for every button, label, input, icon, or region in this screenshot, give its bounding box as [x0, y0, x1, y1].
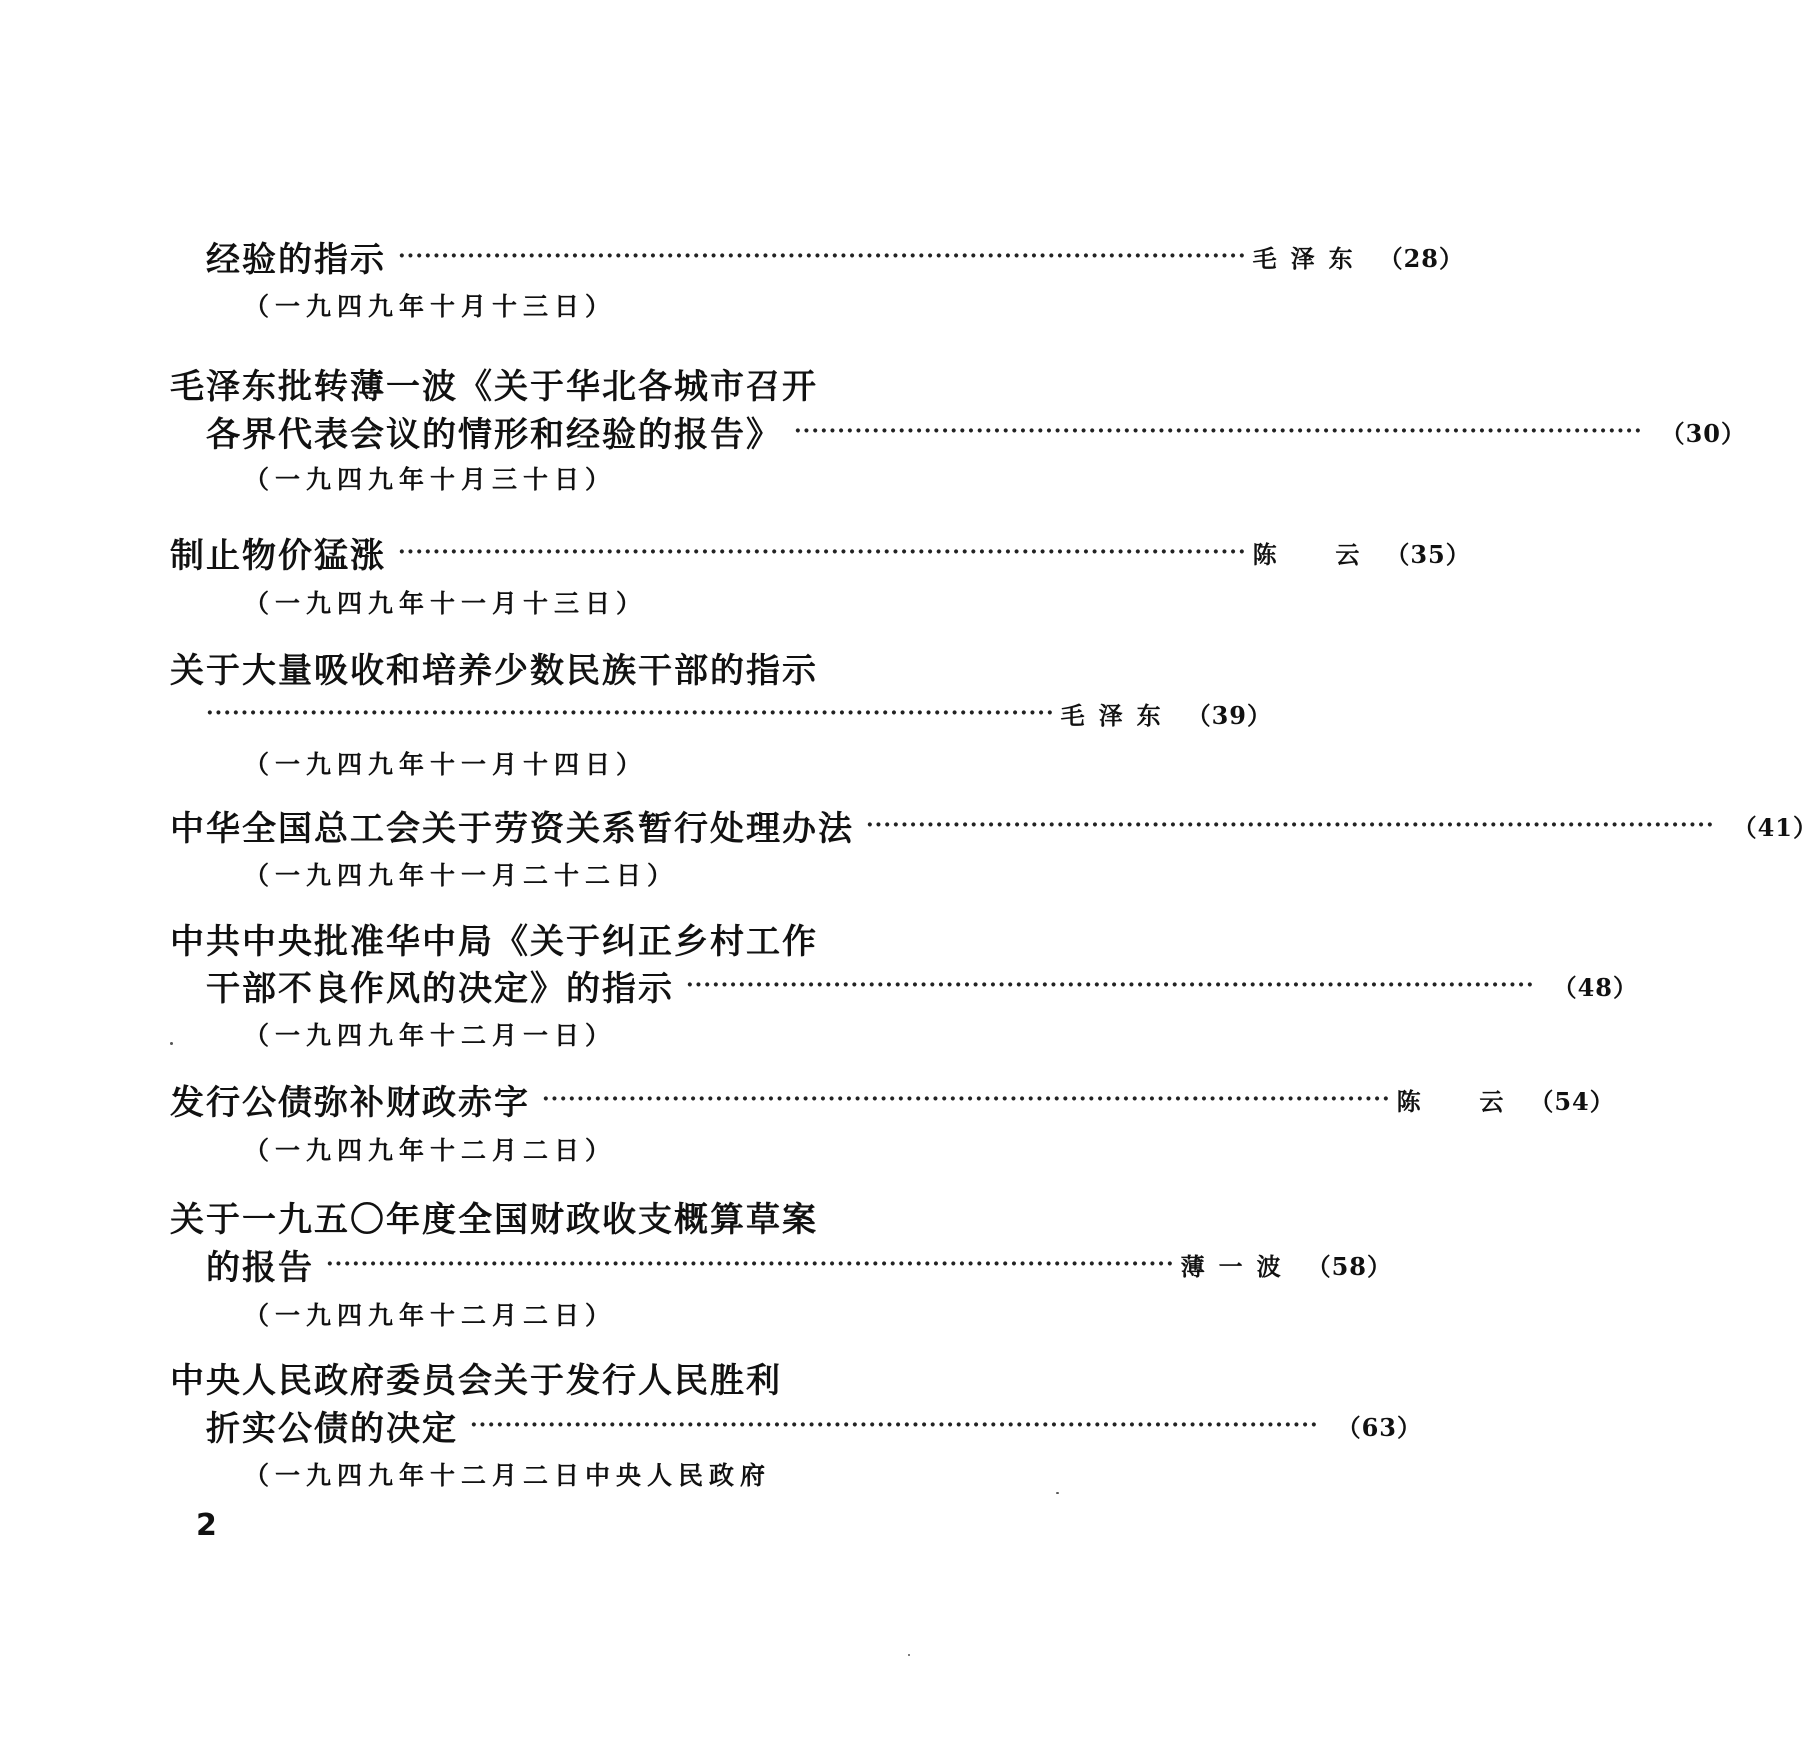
- toc-entry-author: 薄一波: [1180, 1251, 1295, 1281]
- toc-entry-title: 中华全国总工会关于劳资关系暂行处理办法: [170, 808, 854, 849]
- toc-entry-title-line: [170, 916, 818, 960]
- toc-entry-title-line: [170, 645, 818, 689]
- toc-entry-title-line: [206, 1242, 1393, 1288]
- toc-entry-date: （一九四九年十一月十三日）: [244, 589, 648, 618]
- toc-entry-page-ref: （35）: [1385, 539, 1471, 569]
- toc-entry-author: 毛泽东: [1060, 700, 1175, 730]
- toc-entry-title: 折实公债的决定: [206, 1408, 458, 1449]
- toc-entry-author: 毛泽东: [1252, 243, 1367, 273]
- dot-leader: ··································································································: [866, 812, 1715, 838]
- toc-entry-author: 陈 云: [1252, 539, 1374, 569]
- toc-entry-page-ref: （30）: [1660, 418, 1747, 448]
- dot-leader: ··································································································: [542, 1086, 1391, 1112]
- toc-entry-date: （一九四九年十一月二十二日）: [244, 861, 679, 890]
- toc-entry-title-line: [170, 361, 818, 405]
- toc-entry-title-line: [170, 1355, 782, 1399]
- toc-entry-date-line: [244, 283, 616, 327]
- dot-leader: ··································································································: [470, 1412, 1319, 1438]
- toc-entry-date: （一九四九年十一月十四日）: [244, 750, 648, 779]
- toc-entry-page-ref: （48）: [1552, 972, 1639, 1002]
- toc-entry-title: 中央人民政府委员会关于发行人民胜利: [170, 1360, 782, 1401]
- toc-entry-page-ref: （54）: [1529, 1086, 1615, 1116]
- toc-entry-date-line: [244, 852, 678, 896]
- toc-entry-title: 中共中央批准华中局《关于纠正乡村工作: [170, 921, 818, 962]
- toc-entry-date-line: [244, 1452, 771, 1496]
- toc-entry-title-line: [170, 803, 1818, 849]
- toc-entry-page-ref: （28）: [1378, 243, 1465, 273]
- toc-entry-title: 各界代表会议的情形和经验的报告》: [206, 414, 782, 455]
- toc-entry-date: （一九四九年十月三十日）: [244, 465, 617, 494]
- toc-entry-date: （一九四九年十二月二日中央人民政府: [244, 1461, 772, 1490]
- toc-entry-title-line: [170, 1194, 818, 1238]
- toc-entry-page-ref: （39）: [1186, 700, 1273, 730]
- dot-leader: ··································································································: [398, 539, 1247, 565]
- toc-entry-date: （一九四九年十月十三日）: [244, 292, 617, 321]
- toc-entry-date: （一九四九年十二月二日）: [244, 1136, 617, 1165]
- toc-entry-title: 的报告: [206, 1247, 314, 1288]
- toc-entry-date: （一九四九年十二月二日）: [244, 1301, 617, 1330]
- scan-speck: [908, 1654, 910, 1656]
- toc-entry-title: 关于大量吸收和培养少数民族干部的指示: [170, 650, 818, 691]
- dot-leader: ··································································································: [686, 972, 1535, 998]
- toc-entry-date-line: [244, 1127, 616, 1171]
- toc-entry-title-line: [170, 1077, 1615, 1123]
- toc-entry-title-line: [170, 530, 1471, 576]
- toc-entry-page-ref: （41）: [1732, 812, 1818, 842]
- scan-speck: [1056, 1492, 1059, 1494]
- toc-entry-page-ref: （58）: [1306, 1251, 1393, 1281]
- toc-entry-leader-line: [206, 691, 1273, 735]
- dot-leader: ··································································································: [326, 1251, 1175, 1277]
- dot-leader: ··································································································: [794, 418, 1643, 444]
- toc-entry-date-line: [244, 1292, 616, 1336]
- page-number: 2: [196, 1508, 217, 1543]
- toc-entry-date-line: [244, 1012, 616, 1056]
- toc-entry-title-line: [206, 409, 1747, 455]
- toc-entry-author: 陈 云: [1396, 1086, 1518, 1116]
- toc-entry-title: 发行公债弥补财政赤字: [170, 1082, 530, 1123]
- toc-entry-title: 毛泽东批转薄一波《关于华北各城市召开: [170, 366, 818, 407]
- dot-leader: ··································································································: [206, 700, 1055, 726]
- toc-entry-title: 关于一九五〇年度全国财政收支概算草案: [170, 1199, 818, 1240]
- toc-entry-date-line: [244, 580, 647, 624]
- dot-leader: ··································································································: [398, 243, 1247, 269]
- toc-entry-title: 经验的指示: [206, 239, 386, 280]
- toc-entry-title-line: [206, 963, 1639, 1009]
- toc-entry-page-ref: （63）: [1336, 1412, 1423, 1442]
- toc-entry-title: 干部不良作风的决定》的指示: [206, 968, 674, 1009]
- toc-entry-date-line: [244, 741, 647, 785]
- toc-entry-title: 制止物价猛涨: [170, 535, 386, 576]
- toc-entry-title-line: [206, 234, 1465, 280]
- scan-speck: [170, 1042, 173, 1045]
- toc-entry-title-line: [206, 1403, 1423, 1449]
- toc-entry-date: （一九四九年十二月一日）: [244, 1021, 617, 1050]
- toc-entry-date-line: [244, 456, 616, 500]
